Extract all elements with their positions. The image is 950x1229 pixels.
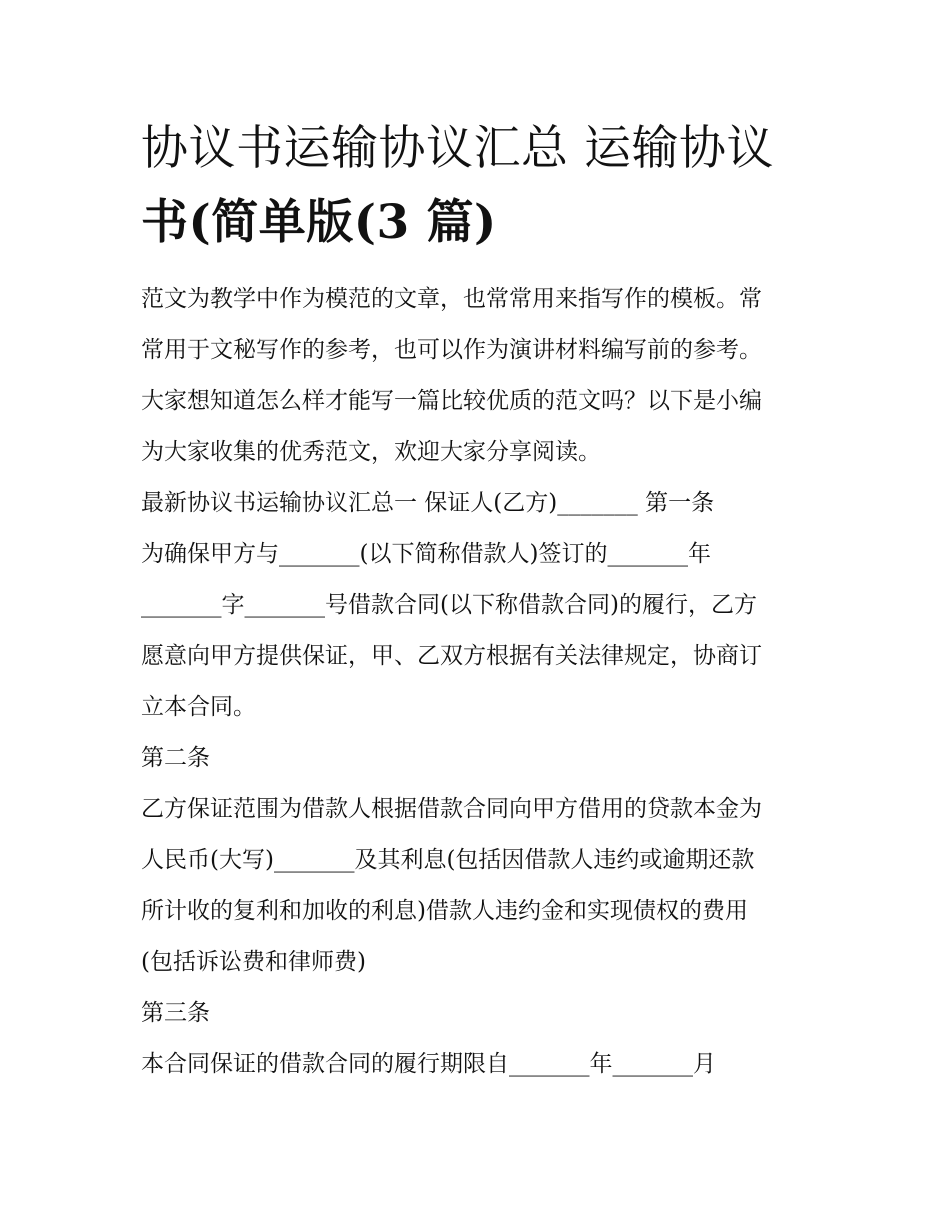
title-line-1: 协议书运输协议汇总 运输协议 <box>141 121 774 176</box>
article-1-line-4: 立本合同。 <box>141 694 256 720</box>
intro-line-1: 范文为教学中作为模范的文章，也常常用来指写作的模板。常 <box>141 286 762 312</box>
title-line-2-prefix: 书(简单版( <box>141 195 377 250</box>
document-title <box>141 112 821 260</box>
article-3-line-1: 本合同保证的借款合同的履行期限自_______年_______月 <box>141 1051 716 1077</box>
article-1-line-1: 为确保甲方与_______(以下简称借款人)签订的_______年 <box>141 541 711 567</box>
article-2-line-2: 人民币(大写)_______及其利息(包括因借款人违约或逾期还款 <box>141 847 755 873</box>
article-3-heading: 第三条 <box>141 1000 210 1026</box>
article-2-line-1: 乙方保证范围为借款人根据借款合同向甲方借用的贷款本金为 <box>141 796 762 822</box>
article-2-line-4: (包括诉讼费和律师费) <box>141 949 366 975</box>
intro-line-3: 大家想知道怎么样才能写一篇比较优质的范文吗？以下是小编 <box>141 388 762 414</box>
title-line-2-number: 3 <box>376 195 410 250</box>
agreement-heading-line: 最新协议书运输协议汇总一 保证人(乙方)_______ 第一条 <box>141 490 715 516</box>
title-line-2-suffix: 篇) <box>409 195 497 250</box>
document-body <box>141 274 821 1090</box>
intro-line-2: 常用于文秘写作的参考，也可以作为演讲材料编写前的参考。 <box>141 337 762 363</box>
article-1-line-2: _______字_______号借款合同(以下称借款合同)的履行，乙方 <box>141 592 757 618</box>
document-page <box>141 112 821 1090</box>
article-2-heading: 第二条 <box>141 745 210 771</box>
intro-line-4: 为大家收集的优秀范文，欢迎大家分享阅读。 <box>141 439 601 465</box>
article-2-line-3: 所计收的复利和加收的利息)借款人违约金和实现债权的费用 <box>141 898 748 924</box>
article-1-line-3: 愿意向甲方提供保证，甲、乙双方根据有关法律规定，协商订 <box>141 643 762 669</box>
